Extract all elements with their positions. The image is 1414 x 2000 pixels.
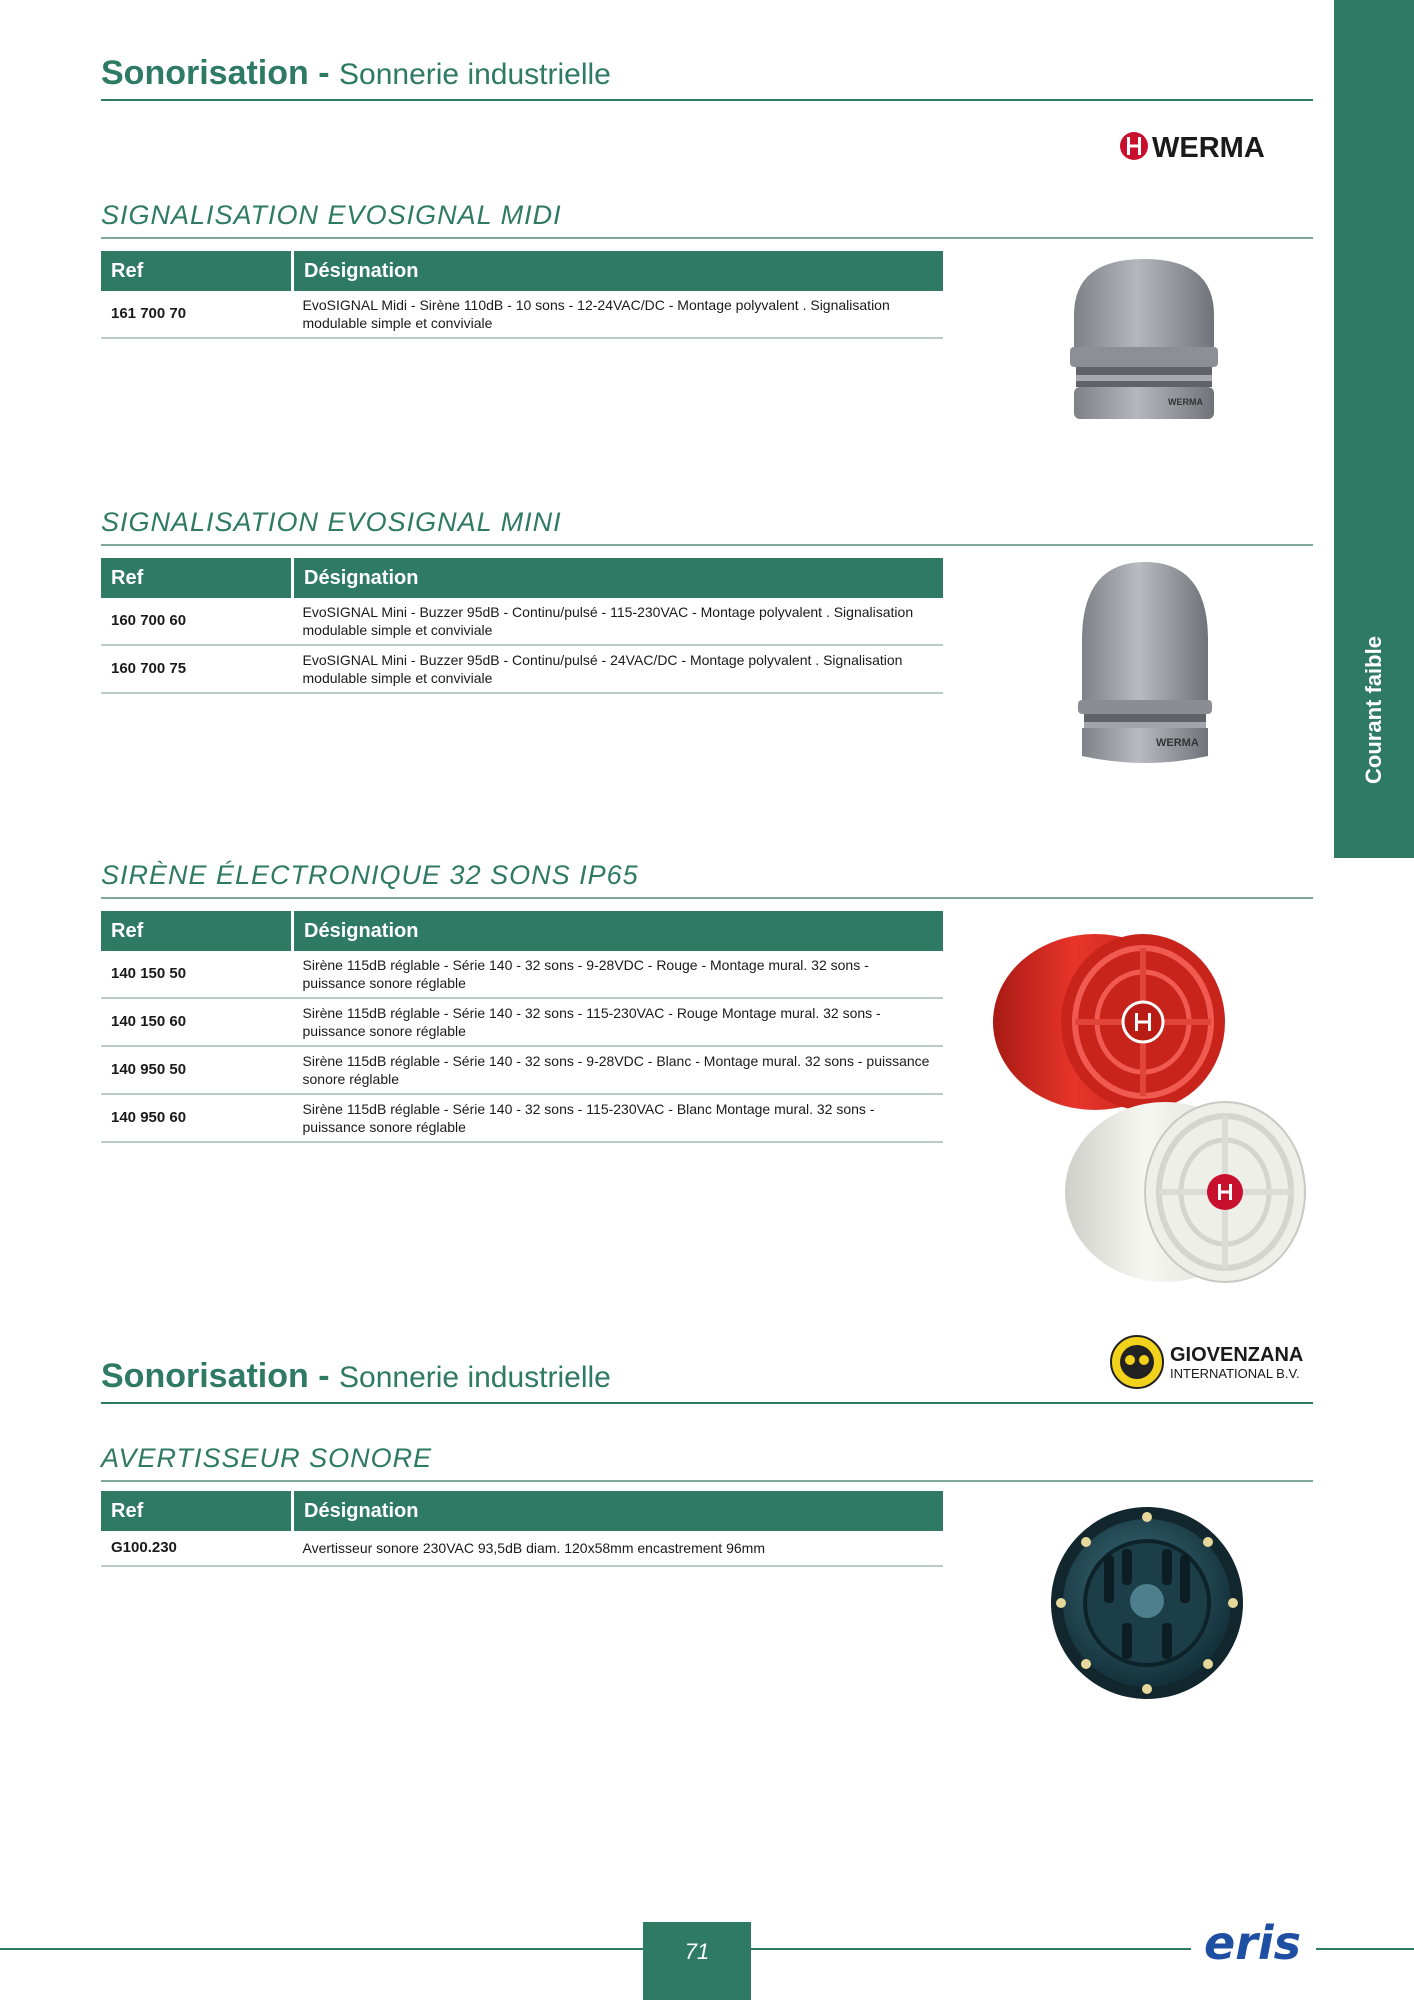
header-sub: Sonnerie industrielle <box>339 58 611 91</box>
header-designation: Désignation <box>293 911 944 951</box>
row-designation: Sirène 115dB réglable - Série 140 - 32 sons - 9-28VDC - Rouge - Montage mural. 32 sons - puissance sonore réglable <box>293 951 944 998</box>
row-ref: 140 950 50 <box>101 1046 293 1094</box>
row-designation: EvoSIGNAL Mini - Buzzer 95dB - Continu/pulsé - 24VAC/DC - Montage polyvalent . Signalisation modulable simple et conviviale <box>293 645 944 693</box>
table-midi <box>101 251 943 339</box>
eris-logo-icon <box>1200 1915 1310 1969</box>
header-main: Sonorisation <box>101 1357 309 1395</box>
header-dash: - <box>308 54 340 92</box>
werma-logo <box>1118 128 1310 164</box>
werma-logo-icon <box>1118 128 1310 164</box>
header-dash: - <box>308 1357 340 1395</box>
side-tab-label: Courant faible <box>1361 636 1386 784</box>
evosignal-midi-image <box>1060 255 1228 423</box>
table-mini <box>101 558 943 694</box>
side-tab-label-wrapper <box>1334 560 1414 860</box>
table-row <box>101 1094 943 1142</box>
row-ref: G100.230 <box>101 1531 293 1566</box>
header-designation: Désignation <box>293 251 944 291</box>
svg-text:WERMA: WERMA <box>1156 737 1199 749</box>
row-designation: Sirène 115dB réglable - Série 140 - 32 sons - 9-28VDC - Blanc - Montage mural. 32 sons - puissance sonore réglable <box>293 1046 944 1094</box>
header-sub: Sonnerie industrielle <box>339 1361 611 1394</box>
header-designation: Désignation <box>293 1491 944 1531</box>
table-row <box>101 291 943 338</box>
header-main: Sonorisation <box>101 54 309 92</box>
table-row <box>101 598 943 645</box>
row-ref: 140 950 60 <box>101 1094 293 1142</box>
header-ref: Ref <box>101 1491 293 1531</box>
row-ref: 160 700 60 <box>101 598 293 645</box>
header-ref: Ref <box>101 251 293 291</box>
row-designation: Avertisseur sonore 230VAC 93,5dB diam. 120x58mm encastrement 96mm <box>293 1531 944 1566</box>
section-title-avertisseur: AVERTISSEUR SONORE <box>101 1443 1313 1482</box>
row-ref: 161 700 70 <box>101 291 293 338</box>
evosignal-mini-image <box>1070 560 1220 768</box>
werma-logo-text: WERMA <box>1152 132 1265 164</box>
table-row <box>101 1531 943 1566</box>
table-row <box>101 1046 943 1094</box>
footer-line-far-right <box>1316 1948 1414 1950</box>
section-title-midi: SIGNALISATION EVOSIGNAL MIDI <box>101 200 1313 239</box>
section-title-sirene: SIRÈNE ÉLECTRONIQUE 32 SONS IP65 <box>101 860 1313 899</box>
svg-text:WERMA: WERMA <box>1168 397 1203 407</box>
page-number: 71 <box>643 1922 751 2000</box>
row-ref: 140 150 60 <box>101 998 293 1046</box>
giovenzana-logo-text: GIOVENZANA <box>1170 1344 1304 1366</box>
table-row <box>101 998 943 1046</box>
page-header <box>101 54 1313 101</box>
header-ref: Ref <box>101 558 293 598</box>
row-designation: EvoSIGNAL Midi - Sirène 110dB - 10 sons - 12-24VAC/DC - Montage polyvalent . Signalisation modulable simple et conviviale <box>293 291 944 338</box>
table-sirene <box>101 911 943 1143</box>
footer-line-right <box>751 1948 1191 1950</box>
avertisseur-image <box>1048 1505 1246 1701</box>
header-designation: Désignation <box>293 558 944 598</box>
table-avertisseur <box>101 1491 943 1567</box>
giovenzana-logo-subtext: INTERNATIONAL B.V. <box>1170 1366 1300 1381</box>
row-designation: EvoSIGNAL Mini - Buzzer 95dB - Continu/pulsé - 115-230VAC - Montage polyvalent . Signalisation modulable simple et conviviale <box>293 598 944 645</box>
table-row <box>101 645 943 693</box>
row-designation: Sirène 115dB réglable - Série 140 - 32 sons - 115-230VAC - Blanc Montage mural. 32 sons - puissance sonore réglable <box>293 1094 944 1142</box>
table-row <box>101 951 943 998</box>
row-ref: 140 150 50 <box>101 951 293 998</box>
eris-logo <box>1200 1915 1310 1969</box>
row-ref: 160 700 75 <box>101 645 293 693</box>
eris-logo-text: eris <box>1204 1916 1302 1969</box>
sirene-32-sons-image <box>975 918 1315 1290</box>
header-ref: Ref <box>101 911 293 951</box>
page-header-2 <box>101 1357 1313 1404</box>
row-designation: Sirène 115dB réglable - Série 140 - 32 sons - 115-230VAC - Rouge Montage mural. 32 sons - puissance sonore réglable <box>293 998 944 1046</box>
section-title-mini: SIGNALISATION EVOSIGNAL MINI <box>101 507 1313 546</box>
footer-line-left <box>0 1948 643 1950</box>
